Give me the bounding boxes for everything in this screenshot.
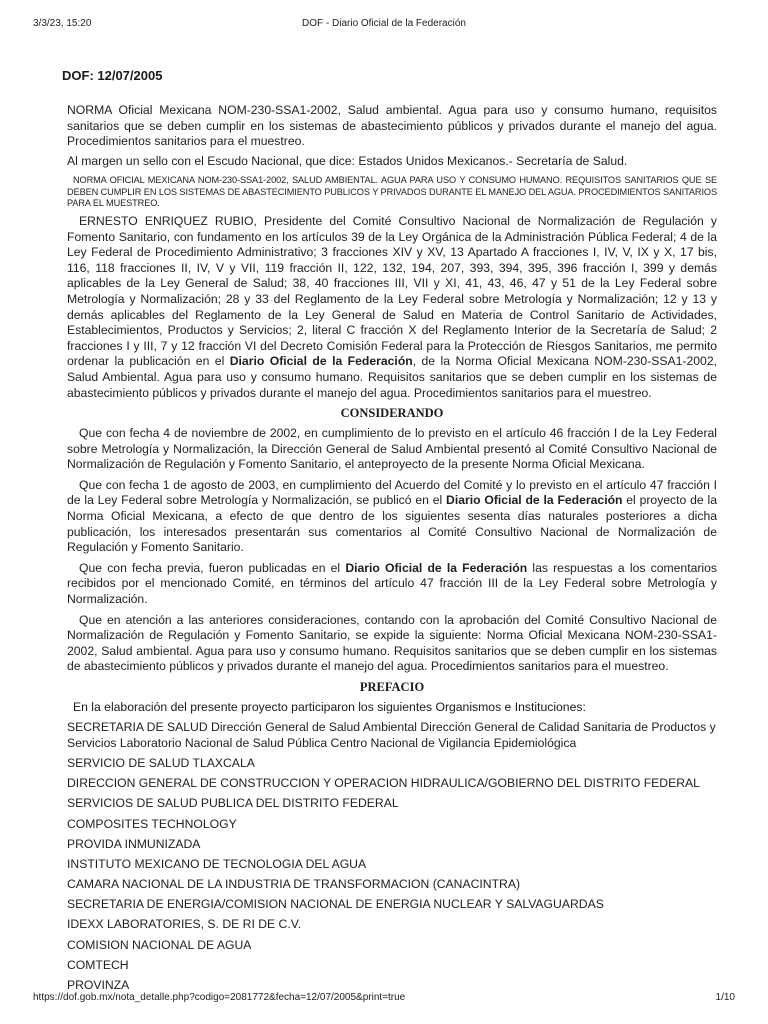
considerando-2-text-2: el proyecto de la Norma Oficial Mexicana, a efecto de que dentro de los siguientes sesenta días naturales posteriores a dicha publicación, los interesados presentarán sus comentarios al Comité Consultivo Nacional de Normalización de Regulación y Fomento Sanitario. [67,493,717,555]
organizations-list [67,720,717,993]
print-footer [0,992,768,1006]
diario-oficial-bold: Diario Oficial de la Federación [345,560,528,575]
organization-item: IDEXX LABORATORIES, S. DE RI DE C.V. [67,917,302,932]
organization-item: PROVINZA [67,978,130,993]
organization-item: DIRECCION GENERAL DE CONSTRUCCION Y OPERACION HIDRAULICA/GOBIERNO DEL DISTRITO FEDERAL [67,776,700,791]
considerando-heading: CONSIDERANDO [340,406,444,421]
diario-oficial-bold: Diario Oficial de la Federación [229,354,413,369]
organization-item: COMTECH [67,957,129,972]
prefacio-intro: En la elaboración del presente proyecto participaron los siguientes Organismos e Instituciones: [73,700,586,715]
considerando-paragraph-2 [67,478,717,556]
considerando-paragraph-4: Que en atención a las anteriores consideraciones, contando con la aprobación del Comité Consultivo Nacional de Normalización de Regulación y Fomento Sanitario, se expide la siguiente: Norma Oficial Mexicana NOM-230-SSA1-2002, Salud ambiental. Agua para uso y consumo humano. Requisitos sanitarios que se deben cumplir en los sistemas de abastecimiento públicos y privados durante el manejo del agua. Procedimientos sanitarios para el muestreo. [67,612,717,674]
print-page-title: DOF - Diario Oficial de la Federación [302,18,466,29]
organization-item: SERVICIO DE SALUD TLAXCALA [67,755,255,770]
considerando-section [67,426,717,675]
ernesto-text-2: , de la Norma Oficial Mexicana NOM-230-SSA1-2002, Salud Ambiental. Agua para uso y consumo humano. Requisitos sanitarios que se deben cumplir en los sistemas de abastecimiento públicos y privados durante el manejo del agua. Procedimientos sanitarios para el muestreo. [67,354,717,400]
organization-item: INSTITUTO MEXICANO DE TECNOLOGIA DEL AGUA [67,856,367,871]
norma-title: NORMA Oficial Mexicana NOM-230-SSA1-2002, Salud ambiental. Agua para uso y consumo humano, requisitos sanitarios que se deben cumplir en los sistemas de abastecimiento públicos y privados durante el manejo del agua. Procedimientos sanitarios para el muestreo. [67,103,717,149]
diario-oficial-bold: Diario Oficial de la Federación [446,493,623,508]
prefacio-heading: PREFACIO [359,680,425,695]
organization-item: COMISION NACIONAL DE AGUA [67,937,252,952]
organization-item: COMPOSITES TECHNOLOGY [67,816,237,831]
dof-date: DOF: 12/07/2005 [62,68,163,83]
considerando-2-text-1: Que con fecha 1 de agosto de 2003, en cumplimiento del Acuerdo del Comité y lo previsto en el artículo 47 fracción I de la Ley Federal sobre Metrología y Normalización, se publicó en el [67,477,717,508]
ernesto-text-1: ERNESTO ENRIQUEZ RUBIO, Presidente del Comité Consultivo Nacional de Normalización de Regulación y Fomento Sanitario, con fundamento en los artículos 39 de la Ley Orgánica de la Administración Pública Federal; 4 de la Ley Federal de Procedimiento Administrativo; 3 fracciones XIV y XV, 13 Apartado A fracciones I, IV, V, IX y X, 17 bis, 116, 118 fracciones II, IV, V y VII, 119 fracción II, 122, 132, 194, 207, 393, 394, 395, 396 fracción I, 399 y demás aplicables de la Ley General de Salud; 38, 40 fracciones III, VII y XI, 41, 43, 46, 47 y 51 de la Ley Federal sobre Metrología y Normalización; 28 y 33 del Reglamento de la Ley Federal sobre Metrología y Normalización; 12 y 13 y demás aplicables del Reglamento de la Ley General de Salud en Materia de Control Sanitario de Actividades, Establecimientos, Productos y Servicios; 2, literal C fracción X del Reglamento Interior de la Secretaría de Salud; 2 fracciones I y III, 7 y 12 fracción VI del Decreto Comisión Federal para la Protección de Riesgos Sanitarios, me permito ordenar la publicación en el [67,213,717,369]
considerando-3-text-2: las respuestas a los comentarios recibidos por el mencionado Comité, en términos del artículo 47 fracción III de la Ley Federal sobre Metrología y Normalización. [67,560,717,607]
considerando-paragraph-1: Que con fecha 4 de noviembre de 2002, en cumplimiento de lo previsto en el artículo 46 fracción I de la Ley Federal sobre Metrología y Normalización, la Dirección General de Salud Ambiental presentó al Comité Consultivo Nacional de Normalización de Regulación y Fomento Sanitario, el anteproyecto de la presente Norma Oficial Mexicana. [67,426,717,472]
margen-note: Al margen un sello con el Escudo Nacional, que dice: Estados Unidos Mexicanos.- Secretaría de Salud. [67,153,628,168]
organization-item: SECRETARIA DE SALUD Dirección General de Salud Ambiental Dirección General de Calidad Sanitaria de Productos y Servicios Laboratorio Nacional de Salud Pública Centro Nacional de Vigilancia Epidemiológica [67,720,716,750]
document-body [62,62,717,994]
considerando-3-text-1: Que con fecha previa, fueron publicadas en el [79,560,346,575]
considerando-paragraph-3 [67,561,717,608]
ernesto-paragraph [67,214,717,401]
organization-item: SECRETARIA DE ENERGIA/COMISION NACIONAL DE ENERGIA NUCLEAR Y SALVAGUARDAS [67,897,604,912]
organization-item: SERVICIOS DE SALUD PUBLICA DEL DISTRITO FEDERAL [67,796,399,811]
page-number: 1/10 [715,992,735,1003]
organization-item: CAMARA NACIONAL DE LA INDUSTRIA DE TRANSFORMACION (CANACINTRA) [67,877,521,892]
norma-caps-title: NORMA OFICIAL MEXICANA NOM-230-SSA1-2002, SALUD AMBIENTAL. AGUA PARA USO Y CONSUMO HUMANO. REQUISITOS SANITARIOS QUE SE DEBEN CUMPLIR EN LOS SISTEMAS DE ABASTECIMIENTO PUBLICOS Y PRIVADOS DURANTE EL MANEJO DEL AGUA. PROCEDIMIENTOS SANITARIOS PARA EL MUESTREO. [67,175,717,208]
print-datetime: 3/3/23, 15:20 [33,18,92,29]
page-url-link[interactable]: https://dof.gob.mx/nota_detalle.php?codigo=2081772&fecha=12/07/2005&print=true [33,992,406,1003]
print-header [0,18,768,32]
organization-item: PROVIDA INMUNIZADA [67,836,201,851]
